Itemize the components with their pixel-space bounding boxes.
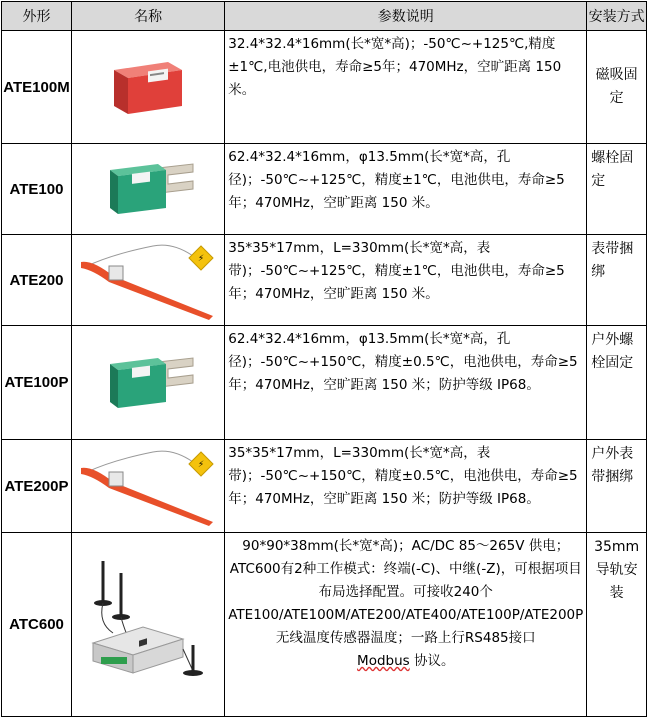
model-name: ATC600 (2, 533, 72, 717)
mount-method: 表带捆绑 (587, 235, 647, 326)
table-row (2, 440, 647, 533)
mount-method: 户外表带捆绑 (587, 440, 647, 533)
red-sensor-box-image (108, 52, 188, 118)
mount-method: 35mm导轨安装 (587, 533, 647, 717)
header-name: 名称 (72, 2, 225, 31)
param-text (225, 533, 587, 717)
param-text: 62.4*32.4*16mm，φ13.5mm(长*宽*高，孔径)；-50℃~+125℃，精度±1℃，电池供电，寿命≥5年；470MHz，空旷距离 150 米。 (225, 144, 587, 235)
model-name: ATE100M (2, 31, 72, 144)
param-text: 62.4*32.4*16mm，φ13.5mm(长*宽*高，孔径)；-50℃~+150℃，精度±0.5℃，电池供电，寿命≥5年；470MHz，空旷距离 150 米；防护等级 IP68。 (225, 326, 587, 440)
red-strap-sensor-image (73, 236, 223, 320)
mount-method: 磁吸固定 (587, 31, 647, 144)
product-image-cell (72, 440, 225, 533)
table-row (2, 326, 647, 440)
product-table (1, 1, 647, 717)
param-text: 35*35*17mm，L=330mm(长*宽*高，表带)；-50℃~+125℃，精度±1℃，电池供电，寿命≥5年；470MHz，空旷距离 150 米。 (225, 235, 587, 326)
model-name: ATE200 (2, 235, 72, 326)
red-strap-sensor-image (73, 442, 223, 526)
mount-method: 螺栓固定 (587, 144, 647, 235)
product-image-cell (72, 144, 225, 235)
svg-text:⚡: ⚡ (197, 254, 205, 264)
param-text: 35*35*17mm，L=330mm(长*宽*高，表带)；-50℃~+150℃，精度±0.5℃，电池供电，寿命≥5年；470MHz，空旷距离 150 米；防护等级 IP68。 (225, 440, 587, 533)
model-name: ATE100P (2, 326, 72, 440)
header-row (2, 2, 647, 31)
green-bolt-sensor-image (98, 348, 198, 414)
product-image-cell (72, 31, 225, 144)
table-row (2, 144, 647, 235)
model-name: ATE200P (2, 440, 72, 533)
mount-method: 户外螺栓固定 (587, 326, 647, 440)
table-row (2, 533, 647, 717)
table-row (2, 235, 647, 326)
header-params: 参数说明 (225, 2, 587, 31)
header-appearance: 外形 (2, 2, 72, 31)
table-row (2, 31, 647, 144)
param-text: 32.4*32.4*16mm(长*宽*高)；-50℃~+125℃,精度±1℃,电池供电，寿命≥5年；470MHz，空旷距离 150米。 (225, 31, 587, 144)
svg-text:⚡: ⚡ (197, 460, 205, 470)
model-name: ATE100 (2, 144, 72, 235)
param-end: 协议。 (409, 653, 455, 669)
modbus-word: Modbus (357, 653, 410, 669)
green-bolt-sensor-image (98, 154, 198, 220)
header-mount: 安装方式 (587, 2, 647, 31)
product-image-cell (72, 533, 225, 717)
gateway-with-antennas-image (83, 553, 213, 693)
param-main: 90*90*38mm(长*宽*高)；AC/DC 85～265V 供电；ATC600有2种工作模式：终端(-C)、中继(-Z)，可根据项目布局选择配置。可接收240个ATE100/ATE100M/ATE200/ATE400/ATE100P/ATE200P无线温度传感器温度；一路上行RS485接口 (228, 538, 584, 646)
product-image-cell (72, 235, 225, 326)
product-image-cell (72, 326, 225, 440)
